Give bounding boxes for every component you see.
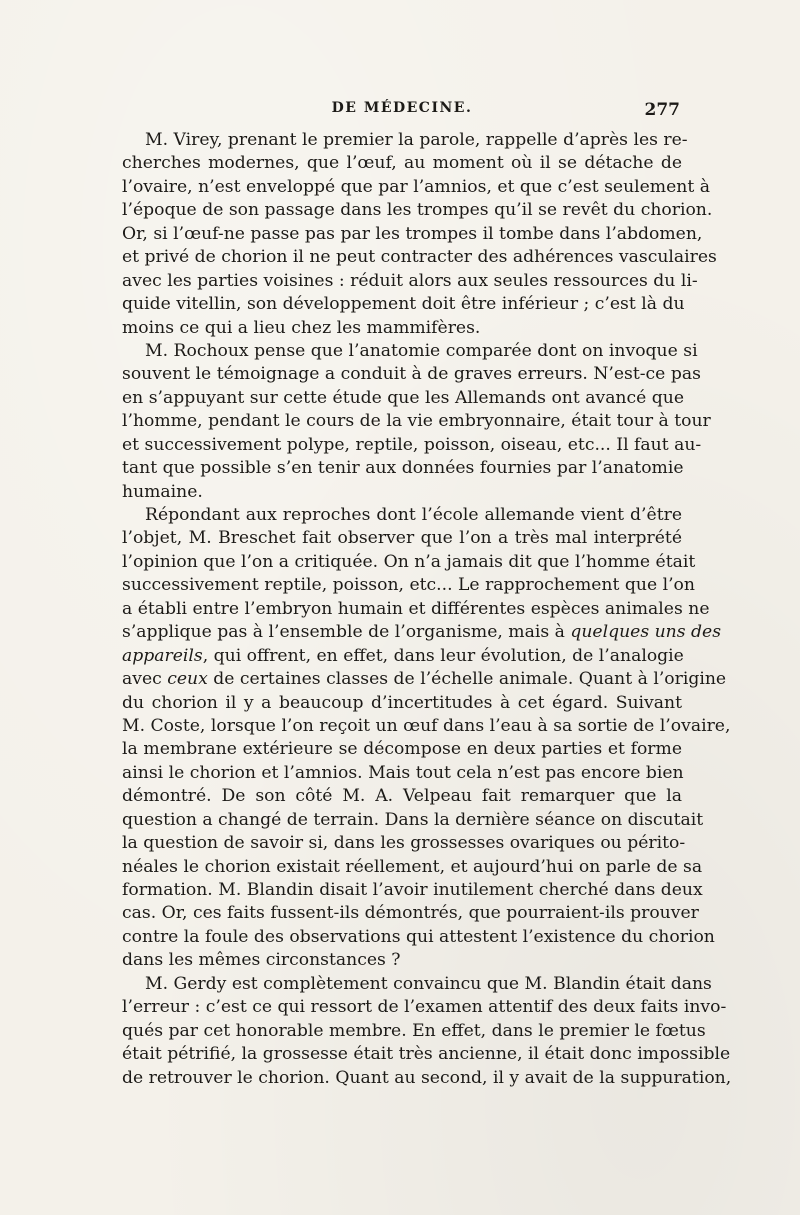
text-line: cas. Or, ces faits fussent-ils démontrés, que pourraient-ils prouver xyxy=(122,903,699,924)
text-line: M. Rochoux pense que l’anatomie comparée dont on invoque si xyxy=(145,340,698,361)
text-line: avec les parties voisines : réduit alors aux seules ressources du li- xyxy=(122,270,698,291)
text-line: a établi entre l’embryon humain et différentes espèces animales ne xyxy=(122,598,710,619)
text-line xyxy=(122,668,727,691)
paragraph-breschet xyxy=(122,504,731,973)
text-line: dans les mêmes circonstances ? xyxy=(122,950,401,971)
text-line: M. Virey, prenant le premier la parole, rappelle d’après les re- xyxy=(145,130,688,150)
text-line: tant que possible s’en tenir aux données fournies par l’anatomie xyxy=(122,458,684,479)
text-line: du chorion il y a beaucoup d’incertitudes à cet égard. Suivant xyxy=(122,692,682,713)
paragraph-gerdy xyxy=(122,973,732,1090)
text-segment: , qui offrent, en effet, dans leur évolution, de l’analogie xyxy=(202,645,684,666)
body-text xyxy=(122,129,732,1090)
text-line: M. Gerdy est complètement convaincu que M. Blandin était dans xyxy=(145,973,712,994)
text-segment: avec xyxy=(122,669,162,690)
paragraph-rochoux xyxy=(122,340,711,504)
text-line: Or, si l’œuf-ne passe pas par les trompes il tombe dans l’abdomen, xyxy=(122,223,703,244)
text-line: était pétrifié, la grossesse était très ancienne, il était donc impossible xyxy=(122,1044,731,1065)
text-line xyxy=(122,621,722,644)
text-line: de retrouver le chorion. Quant au second, il y avait de la suppuration, xyxy=(122,1067,732,1088)
text-line: l’ovaire, n’est enveloppé que par l’amnios, et que c’est seulement à xyxy=(122,176,710,197)
italic-text: appareils xyxy=(122,645,203,666)
text-line: l’homme, pendant le cours de la vie embryonnaire, était tour à tour xyxy=(122,411,711,432)
text-line xyxy=(122,645,682,668)
text-line: et successivement polype, reptile, poisson, oiseau, etc... Il faut au- xyxy=(122,434,702,455)
running-head xyxy=(122,100,682,126)
text-line: qués par cet honorable membre. En effet, dans le premier le fœtus xyxy=(122,1020,706,1041)
text-line: cherches modernes, que l’œuf, au moment où il se détache de xyxy=(122,153,682,174)
text-line: question a changé de terrain. Dans la dernière séance on discutait xyxy=(122,809,704,830)
text-line: successivement reptile, poisson, etc... Le rapprochement que l’on xyxy=(122,575,695,596)
paragraph-virey xyxy=(122,129,717,340)
text-line: l’opinion que l’on a critiquée. On n’a jamais dit que l’homme était xyxy=(122,551,696,572)
text-segment: s’applique pas à l’ensemble de l’organisme, mais à xyxy=(122,622,565,643)
text-line: l’objet, M. Breschet fait observer que l’on a très mal interprété xyxy=(122,528,682,549)
text-line: Répondant aux reproches dont l’école allemande vient d’être xyxy=(145,505,682,525)
page-number: 277 xyxy=(644,100,680,120)
text-line: quide vitellin, son développement doit être inférieur ; c’est là du xyxy=(122,294,685,315)
text-line: démontré. De son côté M. A. Velpeau fait remarquer que la xyxy=(122,786,682,807)
text-line: et privé de chorion il ne peut contracter des adhérences vasculaires xyxy=(122,247,717,268)
text-line: formation. M. Blandin disait l’avoir inutilement cherché dans deux xyxy=(122,880,703,900)
text-line: humaine. xyxy=(122,481,203,502)
running-title: DE MÉDECINE. xyxy=(331,100,473,116)
text-line: néales le chorion existait réellement, et aujourd’hui on parle de sa xyxy=(122,856,703,877)
text-line: la membrane extérieure se décompose en deux parties et forme xyxy=(122,739,682,760)
text-segment: de certaines classes de l’échelle animale. Quant à l’origine xyxy=(213,669,727,690)
text-line: M. Coste, lorsque l’on reçoit un œuf dans l’eau à sa sortie de l’ovaire, xyxy=(122,715,731,736)
text-line: ainsi le chorion et l’amnios. Mais tout cela n’est pas encore bien xyxy=(122,762,684,783)
text-line: l’époque de son passage dans les trompes qu’il se revêt du chorion. xyxy=(122,200,713,221)
text-line: moins ce qui a lieu chez les mammifères. xyxy=(122,317,481,338)
text-line: contre la foule des observations qui attestent l’existence du chorion xyxy=(122,926,715,947)
text-line: l’erreur : c’est ce qui ressort de l’examen attentif des deux faits invo- xyxy=(122,997,727,1018)
italic-text: ceux xyxy=(167,669,208,690)
text-line: en s’appuyant sur cette étude que les Allemands ont avancé que xyxy=(122,387,685,408)
text-line: la question de savoir si, dans les grossesses ovariques ou périto- xyxy=(122,833,686,854)
italic-text: quelques uns des xyxy=(570,622,722,643)
text-line: souvent le témoignage a conduit à de graves erreurs. N’est-ce pas xyxy=(122,364,701,385)
